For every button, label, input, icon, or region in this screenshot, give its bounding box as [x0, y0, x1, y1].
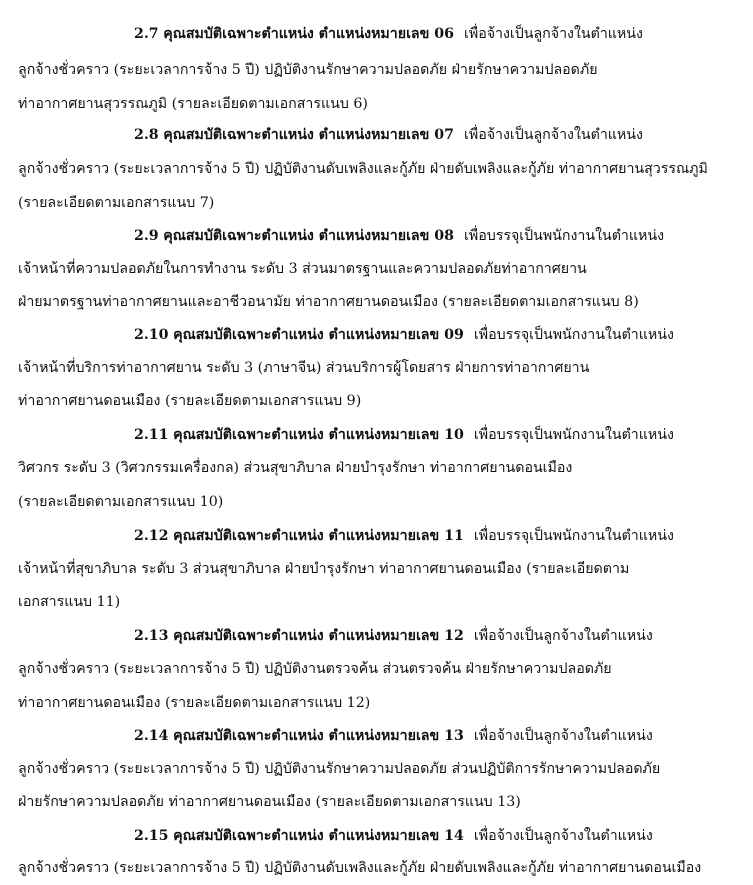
section-title: คุณสมบัติเฉพาะตำแหน่ง ตำแหน่งหมายเลข 07	[163, 127, 454, 143]
section-2-13-heading	[134, 620, 653, 653]
section-purpose: เพื่อบรรจุเป็นพนักงานในตำแหน่ง	[464, 228, 664, 244]
section-text-line: เจ้าหน้าที่ความปลอดภัยในการทำงาน ระดับ 3 ส่วนมาตรฐานและความปลอดภัยท่าอากาศยาน	[18, 261, 587, 277]
section-text-line: ฝ่ายมาตรฐานท่าอากาศยานและอาชีวอนามัย ท่าอากาศยานดอนเมือง (รายละเอียดตามเอกสารแนบ 8)	[18, 294, 639, 310]
section-number: 2.15	[134, 828, 169, 844]
section-text-line: (รายละเอียดตามเอกสารแนบ 7)	[18, 195, 215, 211]
section-number: 2.9	[134, 228, 159, 244]
section-title: คุณสมบัติเฉพาะตำแหน่ง ตำแหน่งหมายเลข 13	[173, 728, 464, 744]
section-text-line: เอกสารแนบ 11)	[18, 594, 121, 610]
section-title: คุณสมบัติเฉพาะตำแหน่ง ตำแหน่งหมายเลข 06	[163, 26, 454, 42]
section-text-line: เจ้าหน้าที่บริการท่าอากาศยาน ระดับ 3 (ภาษาจีน) ส่วนบริการผู้โดยสาร ฝ่ายการท่าอากาศยาน	[18, 360, 590, 376]
section-text-line: ลูกจ้างชั่วคราว (ระยะเวลาการจ้าง 5 ปี) ปฏิบัติงานดับเพลิงและกู้ภัย ฝ่ายดับเพลิงและกู้ภัย ท่าอากาศยานสุวรรณภูมิ	[18, 161, 708, 177]
section-text-line: ท่าอากาศยานสุวรรณภูมิ (รายละเอียดตามเอกสารแนบ 6)	[18, 96, 368, 112]
section-number: 2.10	[134, 327, 169, 343]
section-text-line: ลูกจ้างชั่วคราว (ระยะเวลาการจ้าง 5 ปี) ปฏิบัติงานตรวจค้น ส่วนตรวจค้น ฝ่ายรักษาความปลอดภัย	[18, 661, 612, 677]
section-text-line: ฝ่ายรักษาความปลอดภัย ท่าอากาศยานดอนเมือง (รายละเอียดตามเอกสารแนบ 13)	[18, 794, 521, 810]
section-2-10-heading	[134, 319, 674, 352]
section-text-line: ลูกจ้างชั่วคราว (ระยะเวลาการจ้าง 5 ปี) ปฏิบัติงานรักษาความปลอดภัย ฝ่ายรักษาความปลอดภัย	[18, 62, 598, 78]
section-2-9-heading	[134, 220, 664, 253]
section-2-12-heading	[134, 520, 674, 553]
section-title: คุณสมบัติเฉพาะตำแหน่ง ตำแหน่งหมายเลข 09	[173, 327, 464, 343]
section-2-8-heading	[134, 119, 643, 152]
section-purpose: เพื่อจ้างเป็นลูกจ้างในตำแหน่ง	[464, 26, 643, 42]
section-title: คุณสมบัติเฉพาะตำแหน่ง ตำแหน่งหมายเลข 10	[173, 427, 464, 443]
section-2-14-heading	[134, 720, 653, 753]
section-purpose: เพื่อจ้างเป็นลูกจ้างในตำแหน่ง	[473, 628, 653, 644]
section-purpose: เพื่อบรรจุเป็นพนักงานในตำแหน่ง	[473, 327, 674, 343]
section-purpose: เพื่อจ้างเป็นลูกจ้างในตำแหน่ง	[473, 728, 653, 744]
section-number: 2.11	[134, 427, 169, 443]
section-purpose: เพื่อจ้างเป็นลูกจ้างในตำแหน่ง	[473, 828, 653, 844]
section-text-line: วิศวกร ระดับ 3 (วิศวกรรมเครื่องกล) ส่วนสุขาภิบาล ฝ่ายบำรุงรักษา ท่าอากาศยานดอนเมือง	[18, 460, 573, 476]
section-purpose: เพื่อบรรจุเป็นพนักงานในตำแหน่ง	[473, 427, 674, 443]
section-text-line: ท่าอากาศยานดอนเมือง (รายละเอียดตามเอกสารแนบ 9)	[18, 393, 362, 409]
section-title: คุณสมบัติเฉพาะตำแหน่ง ตำแหน่งหมายเลข 11	[173, 528, 464, 544]
section-2-15-heading	[134, 820, 653, 853]
section-number: 2.14	[134, 728, 169, 744]
section-number: 2.12	[134, 528, 169, 544]
section-purpose: เพื่อบรรจุเป็นพนักงานในตำแหน่ง	[473, 528, 674, 544]
section-number: 2.7	[134, 26, 159, 42]
section-title: คุณสมบัติเฉพาะตำแหน่ง ตำแหน่งหมายเลข 14	[173, 828, 464, 844]
section-text-line: (รายละเอียดตามเอกสารแนบ 10)	[18, 494, 224, 510]
section-text-line: ลูกจ้างชั่วคราว (ระยะเวลาการจ้าง 5 ปี) ปฏิบัติงานรักษาความปลอดภัย ส่วนปฏิบัติการรักษาความปลอดภัย	[18, 761, 661, 777]
section-text-line: ลูกจ้างชั่วคราว (ระยะเวลาการจ้าง 5 ปี) ปฏิบัติงานดับเพลิงและกู้ภัย ฝ่ายดับเพลิงและกู้ภัย ท่าอากาศยานดอนเมือง	[18, 860, 702, 876]
section-title: คุณสมบัติเฉพาะตำแหน่ง ตำแหน่งหมายเลข 08	[163, 228, 454, 244]
section-text-line: ท่าอากาศยานดอนเมือง (รายละเอียดตามเอกสารแนบ 12)	[18, 695, 371, 711]
section-number: 2.8	[134, 127, 159, 143]
section-2-7-heading	[134, 18, 643, 51]
section-title: คุณสมบัติเฉพาะตำแหน่ง ตำแหน่งหมายเลข 12	[173, 628, 464, 644]
section-purpose: เพื่อจ้างเป็นลูกจ้างในตำแหน่ง	[464, 127, 643, 143]
section-2-11-heading	[134, 419, 674, 452]
section-number: 2.13	[134, 628, 169, 644]
section-text-line: เจ้าหน้าที่สุขาภิบาล ระดับ 3 ส่วนสุขาภิบาล ฝ่ายบำรุงรักษา ท่าอากาศยานดอนเมือง (รายละเอียดตาม	[18, 561, 630, 577]
